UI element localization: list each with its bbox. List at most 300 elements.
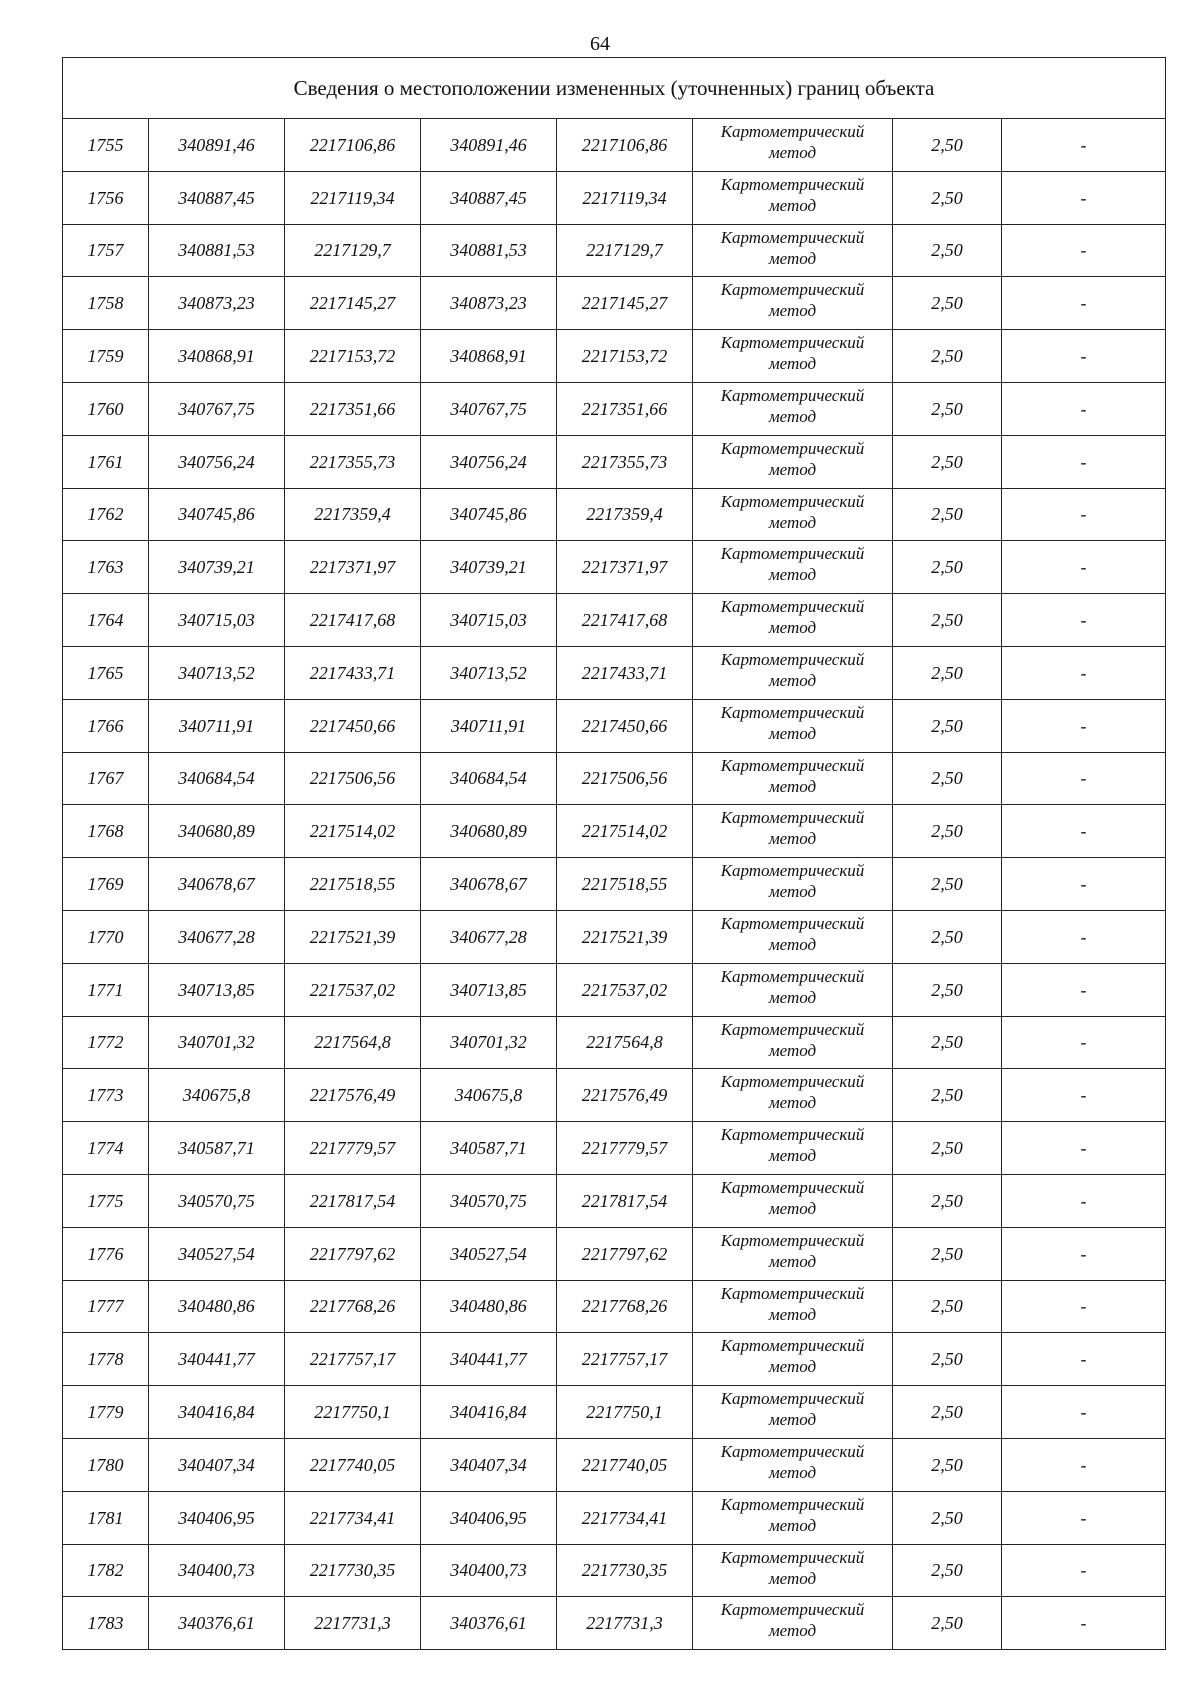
- y-refined-cell: 2217734,41: [557, 1491, 693, 1544]
- y-existing-cell: 2217518,55: [285, 858, 421, 911]
- accuracy-cell: 2,50: [893, 646, 1002, 699]
- method-line-2: метод: [768, 512, 817, 532]
- method-line-1: Картометрический: [720, 913, 865, 933]
- y-existing-cell: 2217757,17: [285, 1333, 421, 1386]
- x-refined-cell: 340678,67: [421, 858, 557, 911]
- method-line-1: Картометрический: [720, 1177, 865, 1197]
- x-existing-cell: 340441,77: [149, 1333, 285, 1386]
- x-refined-cell: 340745,86: [421, 488, 557, 541]
- y-refined-cell: 2217518,55: [557, 858, 693, 911]
- x-refined-cell: 340441,77: [421, 1333, 557, 1386]
- y-refined-cell: 2217797,62: [557, 1227, 693, 1280]
- table-row: [63, 1386, 1166, 1439]
- method-line-2: метод: [768, 776, 817, 796]
- method-line-2: метод: [768, 1304, 817, 1324]
- method-cell: [693, 541, 893, 594]
- x-existing-cell: 340376,61: [149, 1597, 285, 1650]
- accuracy-cell: 2,50: [893, 224, 1002, 277]
- y-refined-cell: 2217768,26: [557, 1280, 693, 1333]
- point-number-cell: 1781: [63, 1491, 149, 1544]
- table-row: [63, 171, 1166, 224]
- accuracy-cell: 2,50: [893, 699, 1002, 752]
- accuracy-cell: 2,50: [893, 1386, 1002, 1439]
- point-number-cell: 1770: [63, 910, 149, 963]
- accuracy-cell: 2,50: [893, 752, 1002, 805]
- y-existing-cell: 2217433,71: [285, 646, 421, 699]
- method-line-2: метод: [768, 406, 817, 426]
- table-row: [63, 1597, 1166, 1650]
- method-line-1: Картометрический: [720, 649, 865, 669]
- x-existing-cell: 340684,54: [149, 752, 285, 805]
- x-refined-cell: 340407,34: [421, 1438, 557, 1491]
- y-existing-cell: 2217768,26: [285, 1280, 421, 1333]
- method-cell: [693, 1069, 893, 1122]
- method-line-1: Картометрический: [720, 1019, 865, 1039]
- y-refined-cell: 2217153,72: [557, 330, 693, 383]
- x-existing-cell: 340715,03: [149, 594, 285, 647]
- table-row: [63, 119, 1166, 172]
- y-refined-cell: 2217521,39: [557, 910, 693, 963]
- point-number-cell: 1756: [63, 171, 149, 224]
- note-cell: -: [1002, 1333, 1166, 1386]
- x-existing-cell: 340400,73: [149, 1544, 285, 1597]
- x-existing-cell: 340406,95: [149, 1491, 285, 1544]
- y-refined-cell: 2217129,7: [557, 224, 693, 277]
- y-refined-cell: 2217514,02: [557, 805, 693, 858]
- method-line-1: Картометрический: [720, 491, 865, 511]
- table-title: Сведения о местоположении измененных (уточненных) границ объекта: [63, 58, 1166, 119]
- method-line-1: Картометрический: [720, 438, 865, 458]
- method-line-2: метод: [768, 723, 817, 743]
- x-existing-cell: 340713,52: [149, 646, 285, 699]
- method-cell: [693, 1227, 893, 1280]
- note-cell: -: [1002, 1386, 1166, 1439]
- point-number-cell: 1774: [63, 1122, 149, 1175]
- x-refined-cell: 340680,89: [421, 805, 557, 858]
- table-row: [63, 1438, 1166, 1491]
- y-refined-cell: 2217371,97: [557, 541, 693, 594]
- table-row: [63, 1122, 1166, 1175]
- x-existing-cell: 340701,32: [149, 1016, 285, 1069]
- point-number-cell: 1782: [63, 1544, 149, 1597]
- y-existing-cell: 2217145,27: [285, 277, 421, 330]
- y-existing-cell: 2217576,49: [285, 1069, 421, 1122]
- x-existing-cell: 340739,21: [149, 541, 285, 594]
- table-row: [63, 858, 1166, 911]
- x-refined-cell: 340480,86: [421, 1280, 557, 1333]
- accuracy-cell: 2,50: [893, 119, 1002, 172]
- accuracy-cell: 2,50: [893, 277, 1002, 330]
- x-refined-cell: 340713,52: [421, 646, 557, 699]
- x-existing-cell: 340887,45: [149, 171, 285, 224]
- method-cell: [693, 224, 893, 277]
- x-existing-cell: 340527,54: [149, 1227, 285, 1280]
- x-refined-cell: 340570,75: [421, 1174, 557, 1227]
- accuracy-cell: 2,50: [893, 1333, 1002, 1386]
- note-cell: -: [1002, 382, 1166, 435]
- accuracy-cell: 2,50: [893, 1280, 1002, 1333]
- point-number-cell: 1772: [63, 1016, 149, 1069]
- method-cell: [693, 1333, 893, 1386]
- y-existing-cell: 2217740,05: [285, 1438, 421, 1491]
- table-row: [63, 1069, 1166, 1122]
- x-refined-cell: 340767,75: [421, 382, 557, 435]
- method-line-2: метод: [768, 882, 817, 902]
- y-refined-cell: 2217145,27: [557, 277, 693, 330]
- x-existing-cell: 340868,91: [149, 330, 285, 383]
- note-cell: -: [1002, 1597, 1166, 1650]
- note-cell: -: [1002, 910, 1166, 963]
- table-row: [63, 646, 1166, 699]
- accuracy-cell: 2,50: [893, 330, 1002, 383]
- accuracy-cell: 2,50: [893, 1544, 1002, 1597]
- method-line-1: Картометрический: [720, 1547, 865, 1567]
- table-row: [63, 382, 1166, 435]
- point-number-cell: 1758: [63, 277, 149, 330]
- x-refined-cell: 340675,8: [421, 1069, 557, 1122]
- note-cell: -: [1002, 1280, 1166, 1333]
- accuracy-cell: 2,50: [893, 435, 1002, 488]
- method-line-2: метод: [768, 143, 817, 162]
- note-cell: -: [1002, 1174, 1166, 1227]
- x-refined-cell: 340400,73: [421, 1544, 557, 1597]
- method-cell: [693, 1016, 893, 1069]
- y-refined-cell: 2217817,54: [557, 1174, 693, 1227]
- x-existing-cell: 340570,75: [149, 1174, 285, 1227]
- x-refined-cell: 340713,85: [421, 963, 557, 1016]
- y-refined-cell: 2217537,02: [557, 963, 693, 1016]
- x-existing-cell: 340873,23: [149, 277, 285, 330]
- method-cell: [693, 752, 893, 805]
- boundary-coordinates-table: [62, 57, 1166, 1650]
- method-cell: [693, 805, 893, 858]
- y-existing-cell: 2217734,41: [285, 1491, 421, 1544]
- note-cell: -: [1002, 594, 1166, 647]
- x-existing-cell: 340713,85: [149, 963, 285, 1016]
- method-cell: [693, 119, 893, 172]
- x-existing-cell: 340587,71: [149, 1122, 285, 1175]
- table-row: [63, 752, 1166, 805]
- y-refined-cell: 2217757,17: [557, 1333, 693, 1386]
- table-row: [63, 1280, 1166, 1333]
- method-cell: [693, 1544, 893, 1597]
- point-number-cell: 1768: [63, 805, 149, 858]
- y-existing-cell: 2217797,62: [285, 1227, 421, 1280]
- method-line-1: Картометрический: [720, 1336, 865, 1356]
- method-line-2: метод: [768, 1462, 817, 1482]
- y-existing-cell: 2217106,86: [285, 119, 421, 172]
- table-row: [63, 330, 1166, 383]
- accuracy-cell: 2,50: [893, 1016, 1002, 1069]
- y-refined-cell: 2217417,68: [557, 594, 693, 647]
- table-row: [63, 1227, 1166, 1280]
- point-number-cell: 1773: [63, 1069, 149, 1122]
- x-existing-cell: 340678,67: [149, 858, 285, 911]
- method-line-2: метод: [768, 1146, 817, 1166]
- method-cell: [693, 1122, 893, 1175]
- y-existing-cell: 2217417,68: [285, 594, 421, 647]
- point-number-cell: 1778: [63, 1333, 149, 1386]
- note-cell: -: [1002, 1438, 1166, 1491]
- method-line-1: Картометрический: [720, 174, 865, 194]
- x-refined-cell: 340406,95: [421, 1491, 557, 1544]
- accuracy-cell: 2,50: [893, 858, 1002, 911]
- method-cell: [693, 1174, 893, 1227]
- y-refined-cell: 2217433,71: [557, 646, 693, 699]
- accuracy-cell: 2,50: [893, 910, 1002, 963]
- x-refined-cell: 340587,71: [421, 1122, 557, 1175]
- point-number-cell: 1763: [63, 541, 149, 594]
- x-refined-cell: 340868,91: [421, 330, 557, 383]
- y-refined-cell: 2217740,05: [557, 1438, 693, 1491]
- method-cell: [693, 1386, 893, 1439]
- table-row: [63, 488, 1166, 541]
- table-row: [63, 1333, 1166, 1386]
- table-row: [63, 435, 1166, 488]
- y-refined-cell: 2217119,34: [557, 171, 693, 224]
- method-cell: [693, 277, 893, 330]
- point-number-cell: 1757: [63, 224, 149, 277]
- x-refined-cell: 340881,53: [421, 224, 557, 277]
- method-cell: [693, 858, 893, 911]
- table-row: [63, 699, 1166, 752]
- note-cell: -: [1002, 805, 1166, 858]
- y-refined-cell: 2217730,35: [557, 1544, 693, 1597]
- accuracy-cell: 2,50: [893, 1438, 1002, 1491]
- method-cell: [693, 330, 893, 383]
- y-refined-cell: 2217106,86: [557, 119, 693, 172]
- method-line-1: Картометрический: [720, 1125, 865, 1145]
- method-cell: [693, 488, 893, 541]
- method-line-2: метод: [768, 1198, 817, 1218]
- note-cell: -: [1002, 119, 1166, 172]
- method-line-2: метод: [768, 248, 817, 268]
- y-existing-cell: 2217153,72: [285, 330, 421, 383]
- method-line-2: метод: [768, 1568, 817, 1588]
- y-refined-cell: 2217750,1: [557, 1386, 693, 1439]
- point-number-cell: 1777: [63, 1280, 149, 1333]
- note-cell: -: [1002, 646, 1166, 699]
- method-cell: [693, 646, 893, 699]
- x-existing-cell: 340680,89: [149, 805, 285, 858]
- y-existing-cell: 2217450,66: [285, 699, 421, 752]
- method-line-2: метод: [768, 565, 817, 585]
- method-line-2: метод: [768, 829, 817, 849]
- method-line-2: метод: [768, 1515, 817, 1535]
- method-line-2: метод: [768, 1621, 817, 1641]
- accuracy-cell: 2,50: [893, 488, 1002, 541]
- x-existing-cell: 340891,46: [149, 119, 285, 172]
- method-line-2: метод: [768, 301, 817, 321]
- method-line-2: метод: [768, 1357, 817, 1377]
- y-refined-cell: 2217450,66: [557, 699, 693, 752]
- accuracy-cell: 2,50: [893, 594, 1002, 647]
- method-line-1: Картометрический: [720, 1600, 865, 1620]
- note-cell: -: [1002, 963, 1166, 1016]
- note-cell: -: [1002, 699, 1166, 752]
- method-line-1: Картометрический: [720, 544, 865, 564]
- method-line-1: Картометрический: [720, 1230, 865, 1250]
- accuracy-cell: 2,50: [893, 541, 1002, 594]
- point-number-cell: 1779: [63, 1386, 149, 1439]
- note-cell: -: [1002, 435, 1166, 488]
- method-line-2: метод: [768, 459, 817, 479]
- method-line-2: метод: [768, 618, 817, 638]
- note-cell: -: [1002, 224, 1166, 277]
- y-refined-cell: 2217564,8: [557, 1016, 693, 1069]
- method-line-1: Картометрический: [720, 122, 865, 141]
- y-existing-cell: 2217129,7: [285, 224, 421, 277]
- method-cell: [693, 1280, 893, 1333]
- x-refined-cell: 340739,21: [421, 541, 557, 594]
- y-existing-cell: 2217119,34: [285, 171, 421, 224]
- table-row: [63, 224, 1166, 277]
- y-existing-cell: 2217514,02: [285, 805, 421, 858]
- table-row: [63, 1174, 1166, 1227]
- x-refined-cell: 340715,03: [421, 594, 557, 647]
- method-line-2: метод: [768, 1040, 817, 1060]
- y-existing-cell: 2217355,73: [285, 435, 421, 488]
- y-existing-cell: 2217359,4: [285, 488, 421, 541]
- accuracy-cell: 2,50: [893, 805, 1002, 858]
- point-number-cell: 1780: [63, 1438, 149, 1491]
- accuracy-cell: 2,50: [893, 1227, 1002, 1280]
- method-cell: [693, 1438, 893, 1491]
- x-refined-cell: 340416,84: [421, 1386, 557, 1439]
- table-body: [63, 119, 1166, 1650]
- accuracy-cell: 2,50: [893, 1491, 1002, 1544]
- point-number-cell: 1767: [63, 752, 149, 805]
- table-row: [63, 277, 1166, 330]
- x-refined-cell: 340711,91: [421, 699, 557, 752]
- y-existing-cell: 2217779,57: [285, 1122, 421, 1175]
- y-existing-cell: 2217506,56: [285, 752, 421, 805]
- x-refined-cell: 340873,23: [421, 277, 557, 330]
- table-row: [63, 1491, 1166, 1544]
- table-row: [63, 594, 1166, 647]
- note-cell: -: [1002, 858, 1166, 911]
- method-line-2: метод: [768, 195, 817, 215]
- note-cell: -: [1002, 752, 1166, 805]
- method-line-1: Картометрический: [720, 1494, 865, 1514]
- x-existing-cell: 340745,86: [149, 488, 285, 541]
- point-number-cell: 1761: [63, 435, 149, 488]
- point-number-cell: 1760: [63, 382, 149, 435]
- method-line-2: метод: [768, 1410, 817, 1430]
- point-number-cell: 1755: [63, 119, 149, 172]
- y-existing-cell: 2217351,66: [285, 382, 421, 435]
- point-number-cell: 1771: [63, 963, 149, 1016]
- note-cell: -: [1002, 1491, 1166, 1544]
- method-line-1: Картометрический: [720, 597, 865, 617]
- note-cell: -: [1002, 1069, 1166, 1122]
- y-refined-cell: 2217355,73: [557, 435, 693, 488]
- y-existing-cell: 2217564,8: [285, 1016, 421, 1069]
- method-line-1: Картометрический: [720, 1072, 865, 1092]
- accuracy-cell: 2,50: [893, 1069, 1002, 1122]
- method-cell: [693, 382, 893, 435]
- x-existing-cell: 340407,34: [149, 1438, 285, 1491]
- y-refined-cell: 2217506,56: [557, 752, 693, 805]
- method-line-1: Картометрический: [720, 1441, 865, 1461]
- table-row: [63, 805, 1166, 858]
- x-refined-cell: 340701,32: [421, 1016, 557, 1069]
- table-row: [63, 910, 1166, 963]
- x-refined-cell: 340756,24: [421, 435, 557, 488]
- method-cell: [693, 1597, 893, 1650]
- x-refined-cell: 340891,46: [421, 119, 557, 172]
- y-refined-cell: 2217576,49: [557, 1069, 693, 1122]
- note-cell: -: [1002, 541, 1166, 594]
- y-refined-cell: 2217779,57: [557, 1122, 693, 1175]
- x-refined-cell: 340527,54: [421, 1227, 557, 1280]
- y-existing-cell: 2217537,02: [285, 963, 421, 1016]
- method-line-1: Картометрический: [720, 966, 865, 986]
- x-existing-cell: 340480,86: [149, 1280, 285, 1333]
- method-line-2: метод: [768, 354, 817, 374]
- point-number-cell: 1776: [63, 1227, 149, 1280]
- method-line-1: Картометрический: [720, 227, 865, 247]
- point-number-cell: 1769: [63, 858, 149, 911]
- x-existing-cell: 340881,53: [149, 224, 285, 277]
- x-existing-cell: 340416,84: [149, 1386, 285, 1439]
- point-number-cell: 1766: [63, 699, 149, 752]
- accuracy-cell: 2,50: [893, 171, 1002, 224]
- y-existing-cell: 2217730,35: [285, 1544, 421, 1597]
- table-row: [63, 541, 1166, 594]
- method-cell: [693, 963, 893, 1016]
- x-refined-cell: 340376,61: [421, 1597, 557, 1650]
- y-refined-cell: 2217351,66: [557, 382, 693, 435]
- method-line-1: Картометрический: [720, 1389, 865, 1409]
- table-row: [63, 1016, 1166, 1069]
- accuracy-cell: 2,50: [893, 963, 1002, 1016]
- note-cell: -: [1002, 1544, 1166, 1597]
- x-existing-cell: 340767,75: [149, 382, 285, 435]
- method-cell: [693, 1491, 893, 1544]
- x-existing-cell: 340711,91: [149, 699, 285, 752]
- method-cell: [693, 435, 893, 488]
- accuracy-cell: 2,50: [893, 1122, 1002, 1175]
- method-line-2: метод: [768, 1093, 817, 1113]
- x-refined-cell: 340684,54: [421, 752, 557, 805]
- method-line-2: метод: [768, 670, 817, 690]
- accuracy-cell: 2,50: [893, 382, 1002, 435]
- note-cell: -: [1002, 277, 1166, 330]
- method-cell: [693, 171, 893, 224]
- point-number-cell: 1765: [63, 646, 149, 699]
- x-existing-cell: 340677,28: [149, 910, 285, 963]
- method-line-1: Картометрический: [720, 702, 865, 722]
- method-line-1: Картометрический: [720, 280, 865, 300]
- x-existing-cell: 340675,8: [149, 1069, 285, 1122]
- method-line-2: метод: [768, 987, 817, 1007]
- y-existing-cell: 2217731,3: [285, 1597, 421, 1650]
- method-line-2: метод: [768, 1251, 817, 1271]
- note-cell: -: [1002, 488, 1166, 541]
- note-cell: -: [1002, 1227, 1166, 1280]
- note-cell: -: [1002, 330, 1166, 383]
- method-line-1: Картометрический: [720, 1283, 865, 1303]
- note-cell: -: [1002, 1016, 1166, 1069]
- note-cell: -: [1002, 1122, 1166, 1175]
- x-refined-cell: 340677,28: [421, 910, 557, 963]
- point-number-cell: 1764: [63, 594, 149, 647]
- method-line-2: метод: [768, 934, 817, 954]
- y-refined-cell: 2217731,3: [557, 1597, 693, 1650]
- method-line-1: Картометрический: [720, 333, 865, 353]
- accuracy-cell: 2,50: [893, 1597, 1002, 1650]
